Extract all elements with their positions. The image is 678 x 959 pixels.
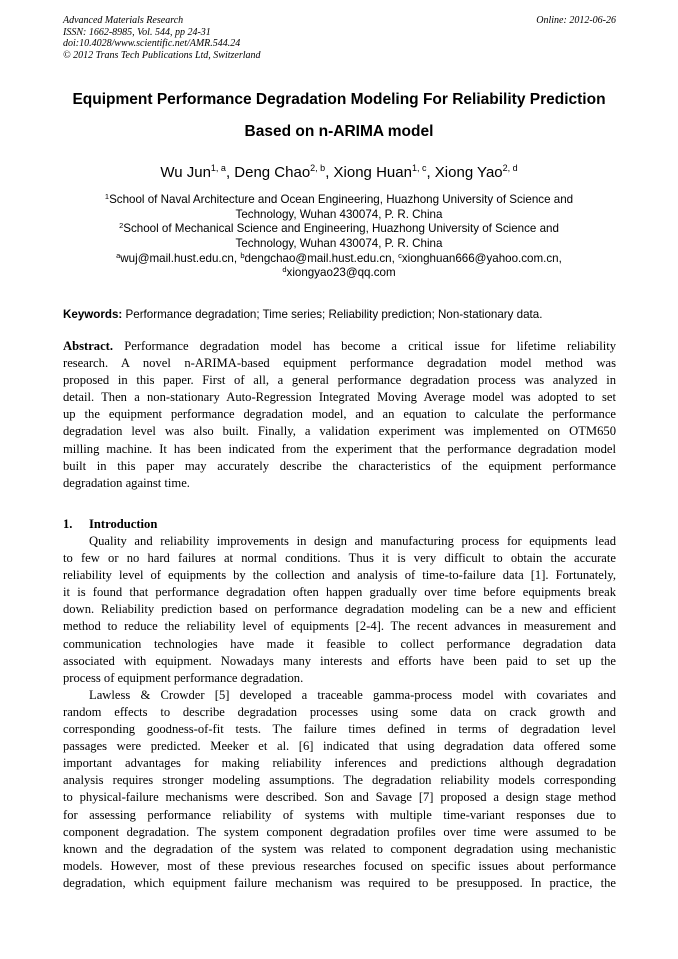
body-line: to physical-failure mechanisms were described. Son and Savage [7] proposed a design stage method xyxy=(63,790,616,805)
abstract-line: up the equipment performance degradation model, and an equation to calculate the performance xyxy=(63,407,616,422)
body-line: reliability level of equipments by the collection and analysis of time-to-failure data [1]. Fortunately, xyxy=(63,568,616,583)
body-line: associated with equipment. Nowadays many interests and efforts have been paid to set up the xyxy=(63,653,616,668)
body-line: degradation, which equipment failure mechanism was required to be presupposed. In practice, the xyxy=(63,875,616,890)
affiliation-2-line-2: Technology, Wuhan 430074, P. R. China xyxy=(235,237,443,250)
author-emails: $^a$wuj@mail.hust.edu.cn, $^b$dengchao@mail.hust.edu.cn, $^c$xionghuan666@yahoo.com.cn, xyxy=(116,251,562,265)
email-link[interactable]: xiongyao23@qq.com xyxy=(286,266,396,279)
affiliation-mark: 1 xyxy=(104,192,110,201)
abstract-line: degradation level was also built. Finally, a validation experiment was implemented on OTM650 xyxy=(63,424,616,439)
body-line: communication technologies have made it feasible to collect performance degradation data xyxy=(63,636,616,651)
paper-title-line-2: Based on n-ARIMA model xyxy=(244,123,434,140)
author-affiliation-mark: 2, d xyxy=(502,163,518,173)
author-name: Xiong Yao xyxy=(434,164,503,181)
body-line: Lawless & Crowder [5] developed a traceable gamma-process model with covariates and xyxy=(89,687,616,702)
abstract-line: Abstract. Performance degradation model has become a critical issue for lifetime reliability xyxy=(63,339,616,353)
affiliation-mark: 2 xyxy=(119,221,124,230)
issn-line: ISSN: 1662-8985, Vol. 544, pp 24-31 xyxy=(63,26,211,38)
body-line: process of equipment performance degradation. xyxy=(63,670,304,685)
section-heading-introduction xyxy=(63,516,157,533)
online-date: Online: 2012-06-26 xyxy=(536,15,616,26)
abstract-paragraph xyxy=(63,338,616,492)
introduction-body xyxy=(63,533,616,892)
section-number: 1. xyxy=(63,517,73,531)
abstract-line: proposed in this paper. First of all, a general performance degradation process was analyzed in xyxy=(63,373,616,388)
keywords-line xyxy=(63,308,616,322)
body-line: it is found that performance degradation often happen gradually over time before equipments break xyxy=(63,585,616,600)
abstract-line: milling machine. It has been indicated from the experiment that the performance degradation model xyxy=(63,441,616,456)
body-line: known and the degradation of the system was related to component degradation using mechanistic xyxy=(63,841,616,856)
email-link[interactable]: wuj@mail.hust.edu.cn, xyxy=(120,252,241,265)
author-affiliation-mark: 1, c xyxy=(411,163,427,173)
body-line: important advantages for making reliability inferences and predictions although degradation xyxy=(63,756,616,771)
author-list: Wu Jun$^{1, a}$, Deng Chao$^{2, b}$, Xiong Huan$^{1, c}$, Xiong Yao$^{2, d}$ xyxy=(160,163,518,181)
section-title: Introduction xyxy=(89,517,158,531)
paper-title-line-1: Equipment Performance Degradation Modeling For Reliability Prediction xyxy=(72,91,606,108)
author-affiliation-mark: 2, b xyxy=(310,163,326,173)
body-line: down. Reliability prediction based on performance degradation modeling can be a new and efficient xyxy=(63,602,616,617)
body-line: for assessing performance reliability of systems with multiple time-variant responses due to xyxy=(63,807,616,822)
copyright-line: © 2012 Trans Tech Publications Ltd, Switzerland xyxy=(63,49,261,61)
body-line: method to reduce the reliability level of equipments [2-4]. The recent advances in measurement and xyxy=(63,619,616,634)
body-line: random effects to describe degradation processes using some data on crack growth and xyxy=(63,704,616,719)
body-line: to few or no hard failures at normal conditions. Thus it is very difficult to obtain the accurate xyxy=(63,551,616,566)
body-line: Quality and reliability improvements in design and manufacturing process for equipments lead xyxy=(89,534,616,548)
journal-header xyxy=(63,15,616,61)
body-line: passages were predicted. Meeker et al. [6] indicated that using degradation data offered some xyxy=(63,739,616,754)
keywords-label: Keywords: xyxy=(63,308,123,321)
abstract-line: detail. Then a non-stationary Auto-Regression Integrated Moving Average model was adopted to set xyxy=(63,390,616,405)
affiliation-2-line-1: $^2$School of Mechanical Science and Engineering, Huazhong University of Science and xyxy=(119,221,559,235)
author-name: Xiong Huan xyxy=(333,164,412,181)
keywords-text: Performance degradation; Time series; Reliability prediction; Non-stationary data. xyxy=(125,308,543,321)
body-line: corresponding goodness-of-fit tests. The failure times defined in terms of degradation level xyxy=(63,722,616,737)
author-emails-line-2: $^d$xiongyao23@qq.com xyxy=(282,265,396,279)
body-line: models. However, most of these previous researches focused on specific issues about performance xyxy=(63,858,616,873)
author-name: Deng Chao xyxy=(234,164,311,181)
affiliation-1-line-1: $^1$School of Naval Architecture and Ocean Engineering, Huazhong University of Science and xyxy=(104,192,574,206)
affiliation-1-line-2: Technology, Wuhan 430074, P. R. China xyxy=(235,208,443,221)
abstract-line: built in this paper may accurately describe the characteristics of the equipment performance xyxy=(63,458,616,473)
body-line: component degradation. The system component degradation profiles over time were assumed to be xyxy=(63,824,616,839)
doi-line: doi:10.4028/www.scientific.net/AMR.544.24 xyxy=(63,38,241,50)
email-link[interactable]: xionghuan666@yahoo.com.cn, xyxy=(401,252,562,265)
body-line: analysis requires stronger modeling assumptions. The degradation reliability models corresponding xyxy=(63,773,616,788)
abstract-label: Abstract. xyxy=(63,339,114,353)
email-link[interactable]: dengchao@mail.hust.edu.cn, xyxy=(244,252,399,265)
abstract-line: degradation against time. xyxy=(63,475,190,490)
journal-name: Advanced Materials Research xyxy=(63,15,184,26)
abstract-line: research. A novel n-ARIMA-based equipment performance degradation model method was xyxy=(63,356,616,371)
author-name: Wu Jun xyxy=(160,164,211,181)
author-affiliation-mark: 1, a xyxy=(210,163,226,173)
